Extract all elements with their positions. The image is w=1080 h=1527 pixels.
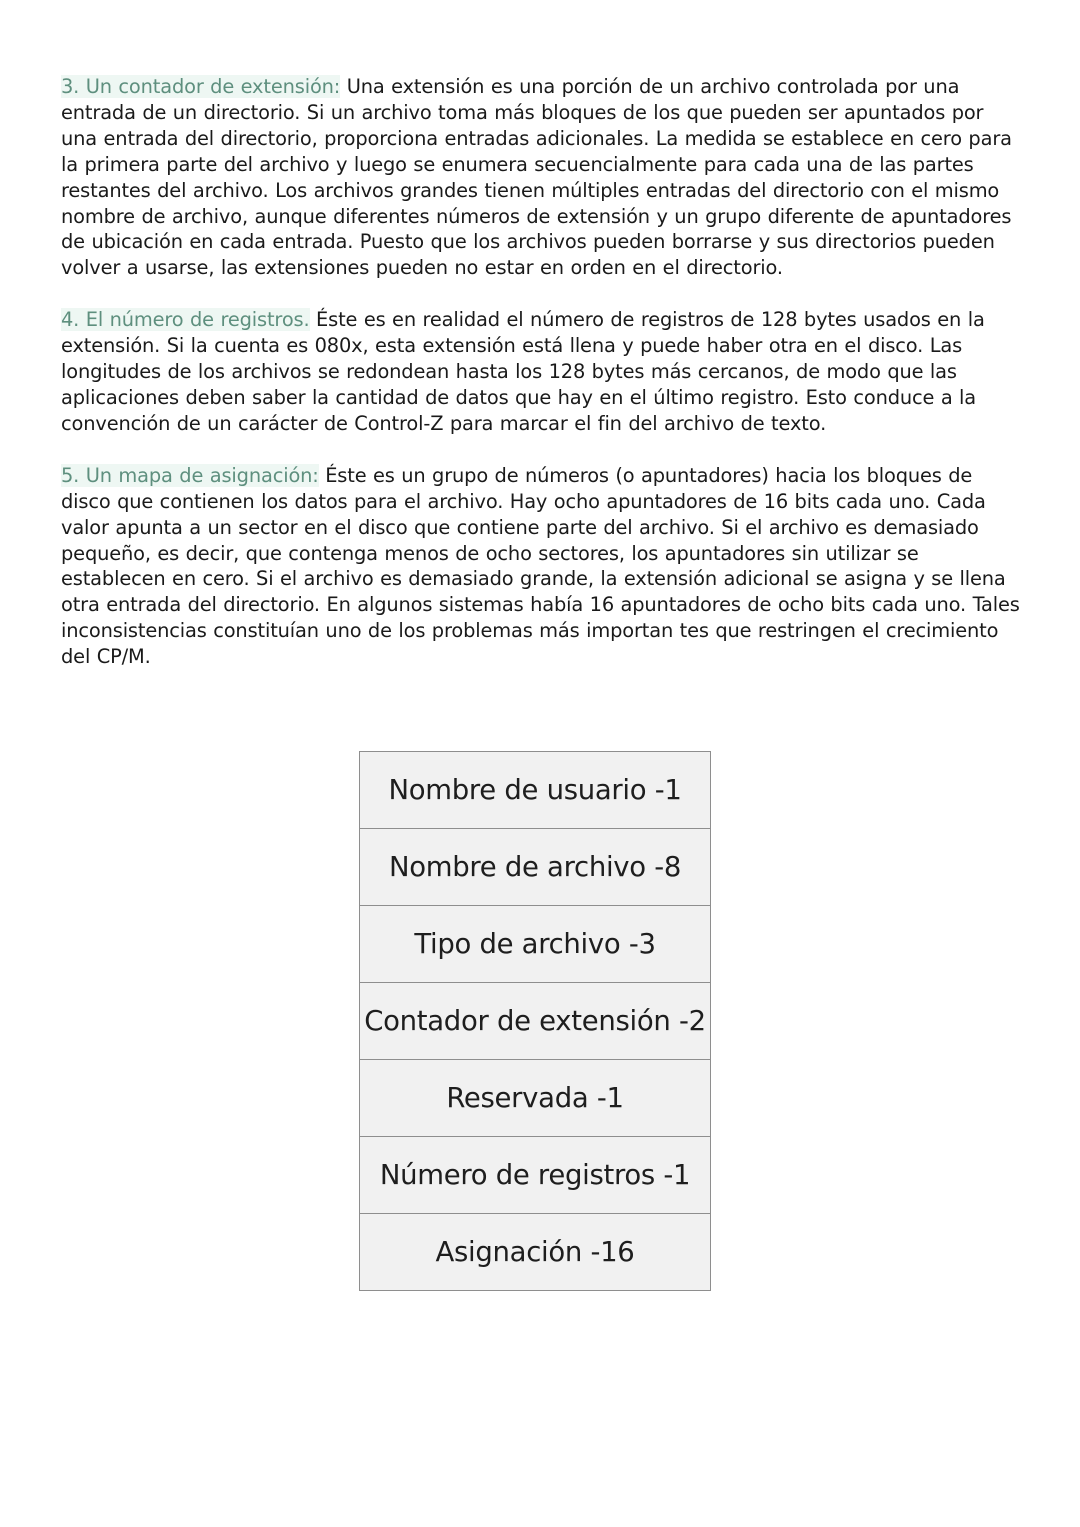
- paragraph-text: Éste es un grupo de números (o apuntadores) hacia los bloques de disco que contienen los datos para el archivo. Hay ocho apuntadores de 16 bits cada uno. Cada valor apunta a un sector en el disco que contiene parte del archivo. Si el archivo es demasiado pequeño, es decir, que contenga menos de ocho sectores, los apuntadores sin utilizar se establecen en cero. Si el archivo es demasiado grande, la extensión adicional se asigna y se llena otra entrada del directorio. En algunos sistemas había 16 apuntadores de ocho bits cada uno. Tales inconsistencias constituían uno de los problemas más importan tes que restringen el crecimiento del CP/M.: [61, 463, 1020, 669]
- paragraph-allocation-map: [61, 463, 1023, 670]
- paragraph-record-count: [61, 307, 1023, 437]
- field-record-count: Número de registros -1: [360, 1137, 710, 1214]
- paragraph-heading: 4. El número de registros.: [61, 308, 310, 332]
- paragraph-extension-counter: [61, 74, 1023, 281]
- paragraph-text: Éste es en realidad el número de registros de 128 bytes usados en la extensión. Si la cuenta es 080x, esta extensión está llena y puede haber otra en el disco. Las longitudes de los archivos se redondean hasta los 128 bytes más cercanos, de modo que las aplicaciones deben saber la cantidad de datos que hay en el último registro. Esto conduce a la convención de un carácter de Control-Z para marcar el fin del archivo de texto.: [61, 308, 985, 435]
- paragraph-text: Una extensión es una porción de un archivo controlada por una entrada de un directorio. Si un archivo toma más bloques de los que pueden ser apuntados por una entrada del directorio, proporciona entradas adicionales. La medida se establece en cero para la primera parte del archivo y luego se enumera secuencialmente para cada una de las partes restantes del archivo. Los archivos grandes tienen múltiples entradas del directorio con el mismo nombre de archivo, aunque diferentes números de extensión y un grupo diferente de apuntadores de ubicación en cada entrada. Puesto que los archivos pueden borrarse y sus directorios pueden volver a usarse, las extensiones pueden no estar en orden en el directorio.: [61, 75, 1012, 280]
- directory-entry-diagram: [359, 751, 711, 1291]
- paragraph-heading: 5. Un mapa de asignación:: [61, 463, 319, 487]
- field-allocation: Asignación -16: [435, 1236, 635, 1268]
- field-file-type: Tipo de archivo -3: [360, 906, 710, 983]
- field-file-name: Nombre de archivo -8: [360, 829, 710, 906]
- paragraph-heading: 3. Un contador de extensión:: [61, 75, 341, 98]
- field-reserved: Reservada -1: [360, 1060, 710, 1137]
- document-body: [61, 74, 1023, 696]
- field-extension-counter: Contador de extensión -2: [360, 983, 710, 1060]
- field-user-name: Nombre de usuario -1: [360, 752, 710, 829]
